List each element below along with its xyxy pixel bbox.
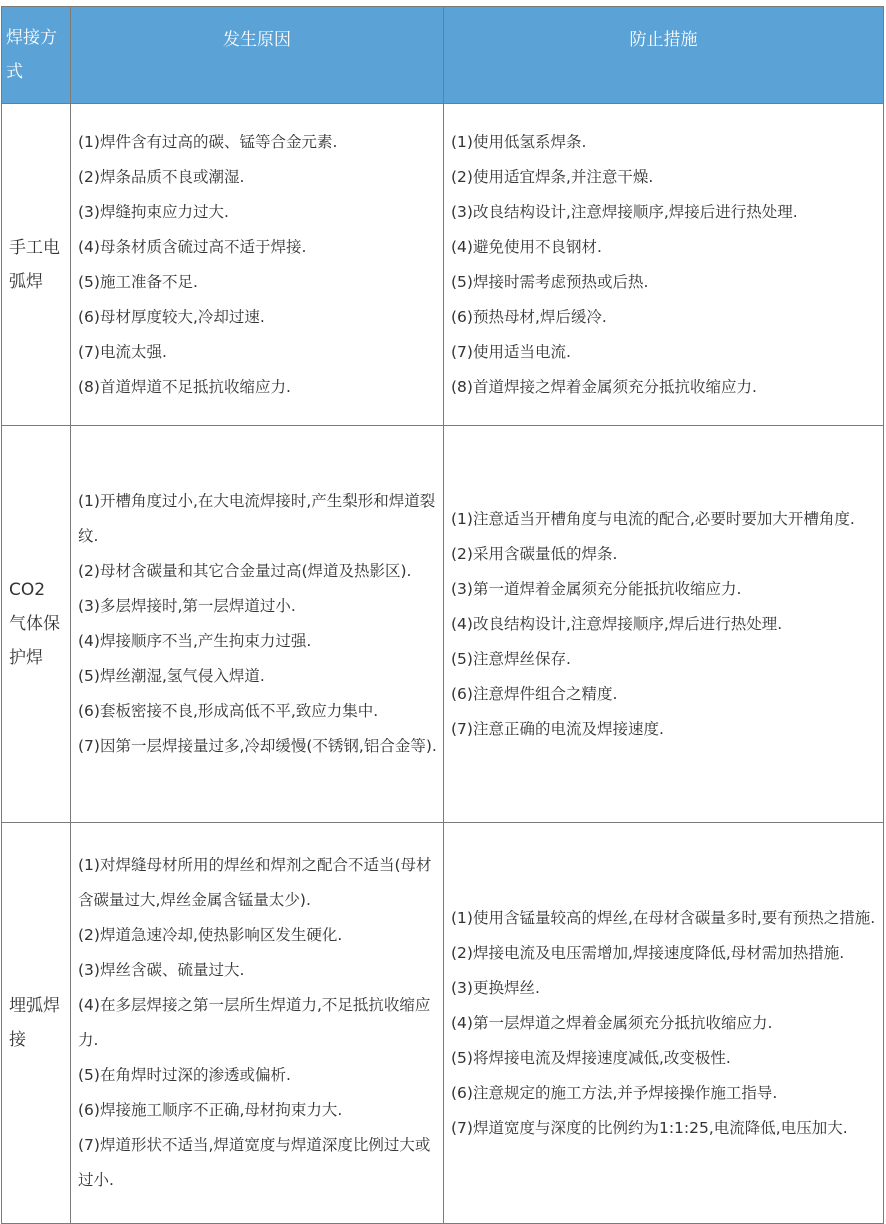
cause-item: (2)焊道急速冷却,使热影响区发生硬化.: [78, 926, 343, 944]
prevention-item: (3)第一道焊着金属须充分能抵抗收缩应力.: [451, 579, 742, 598]
welding-crack-table: [1, 6, 884, 1224]
prevention-item: (1)使用低氢系焊条.: [451, 132, 587, 151]
prevention-item: (5)焊接时需考虑预热或后热.: [451, 272, 649, 291]
table-row: [2, 823, 884, 1224]
header-row: [2, 7, 884, 104]
cause-item: (7)焊道形状不适当,焊道宽度与焊道深度比例过大或过小.: [78, 1136, 431, 1189]
cause-item: (1)开槽角度过小,在大电流焊接时,产生梨形和焊道裂纹.: [78, 492, 436, 545]
prevention-item: (7)焊道宽度与深度的比例约为1:1:25,电流降低,电压加大.: [451, 1118, 848, 1137]
cause-item: (2)母材含碳量和其它合金量过高(焊道及热影区).: [78, 562, 412, 580]
method-cell: 手工电弧焊: [2, 104, 71, 426]
prevention-item: (3)改良结构设计,注意焊接顺序,焊接后进行热处理.: [451, 202, 798, 221]
cause-item: (6)母材厚度较大,冷却过速.: [78, 307, 265, 326]
prevention-item: (6)注意规定的施工方法,并予焊接操作施工指导.: [451, 1083, 778, 1102]
table-row: [2, 426, 884, 823]
prevention-item: (7)注意正确的电流及焊接速度.: [451, 719, 664, 738]
header-method: 焊接方式: [2, 7, 71, 104]
cause-item: (7)电流太强.: [78, 342, 167, 361]
prevention-item: (6)注意焊件组合之精度.: [451, 684, 618, 703]
prevention-item: (8)首道焊接之焊着金属须充分抵抗收缩应力.: [451, 377, 757, 396]
causes-cell: [71, 426, 444, 823]
prevention-item: (7)使用适当电流.: [451, 342, 571, 361]
causes-cell: [71, 823, 444, 1224]
cause-item: (3)多层焊接时,第一层焊道过小.: [78, 597, 296, 615]
prevention-item: (5)将焊接电流及焊接速度减低,改变极性.: [451, 1048, 731, 1067]
prevention-item: (6)预热母材,焊后缓冷.: [451, 307, 607, 326]
cause-item: (5)施工准备不足.: [78, 272, 198, 291]
prevention-item: (2)采用含碳量低的焊条.: [451, 544, 618, 563]
cause-item: (5)在角焊时过深的渗透或偏析.: [78, 1066, 291, 1084]
prevention-item: (3)更换焊丝.: [451, 978, 540, 997]
cause-item: (4)母条材质含硫过高不适于焊接.: [78, 237, 307, 256]
header-prevention: 防止措施: [444, 7, 884, 104]
prevention-item: (2)使用适宜焊条,并注意干燥.: [451, 167, 654, 186]
cause-item: (4)焊接顺序不当,产生拘束力过强.: [78, 632, 312, 650]
cause-item: (2)焊条品质不良或潮湿.: [78, 167, 245, 186]
method-cell: CO2 气体保护焊: [2, 426, 71, 823]
causes-cell: [71, 104, 444, 426]
cause-item: (8)首道焊道不足抵抗收缩应力.: [78, 377, 291, 396]
cause-item: (1)对焊缝母材所用的焊丝和焊剂之配合不适当(母材含碳量过大,焊丝金属含锰量太少).: [78, 856, 432, 909]
prevention-item: (4)第一层焊道之焊着金属须充分抵抗收缩应力.: [451, 1013, 773, 1032]
cause-item: (4)在多层焊接之第一层所生焊道力,不足抵抗收缩应力.: [78, 996, 431, 1049]
preventions-cell: [444, 426, 884, 823]
preventions-cell: [444, 823, 884, 1224]
prevention-item: (4)避免使用不良钢材.: [451, 237, 602, 256]
header-cause: 发生原因: [71, 7, 444, 104]
table-row: [2, 104, 884, 426]
cause-item: (6)焊接施工顺序不正确,母材拘束力大.: [78, 1101, 343, 1119]
prevention-item: (1)注意适当开槽角度与电流的配合,必要时要加大开槽角度.: [451, 509, 855, 528]
method-cell: 埋弧焊接: [2, 823, 71, 1224]
cause-item: (5)焊丝潮湿,氢气侵入焊道.: [78, 667, 265, 685]
cause-item: (3)焊丝含碳、硫量过大.: [78, 961, 245, 979]
cause-item: (1)焊件含有过高的碳、锰等合金元素.: [78, 132, 338, 151]
preventions-cell: [444, 104, 884, 426]
cause-item: (7)因第一层焊接量过多,冷却缓慢(不锈钢,铝合金等).: [78, 737, 437, 755]
prevention-item: (1)使用含锰量较高的焊丝,在母材含碳量多时,要有预热之措施.: [451, 908, 876, 927]
cause-item: (6)套板密接不良,形成高低不平,致应力集中.: [78, 702, 379, 720]
prevention-item: (4)改良结构设计,注意焊接顺序,焊后进行热处理.: [451, 614, 783, 633]
cause-item: (3)焊缝拘束应力过大.: [78, 202, 229, 221]
prevention-item: (5)注意焊丝保存.: [451, 649, 571, 668]
prevention-item: (2)焊接电流及电压需增加,焊接速度降低,母材需加热措施.: [451, 943, 845, 962]
